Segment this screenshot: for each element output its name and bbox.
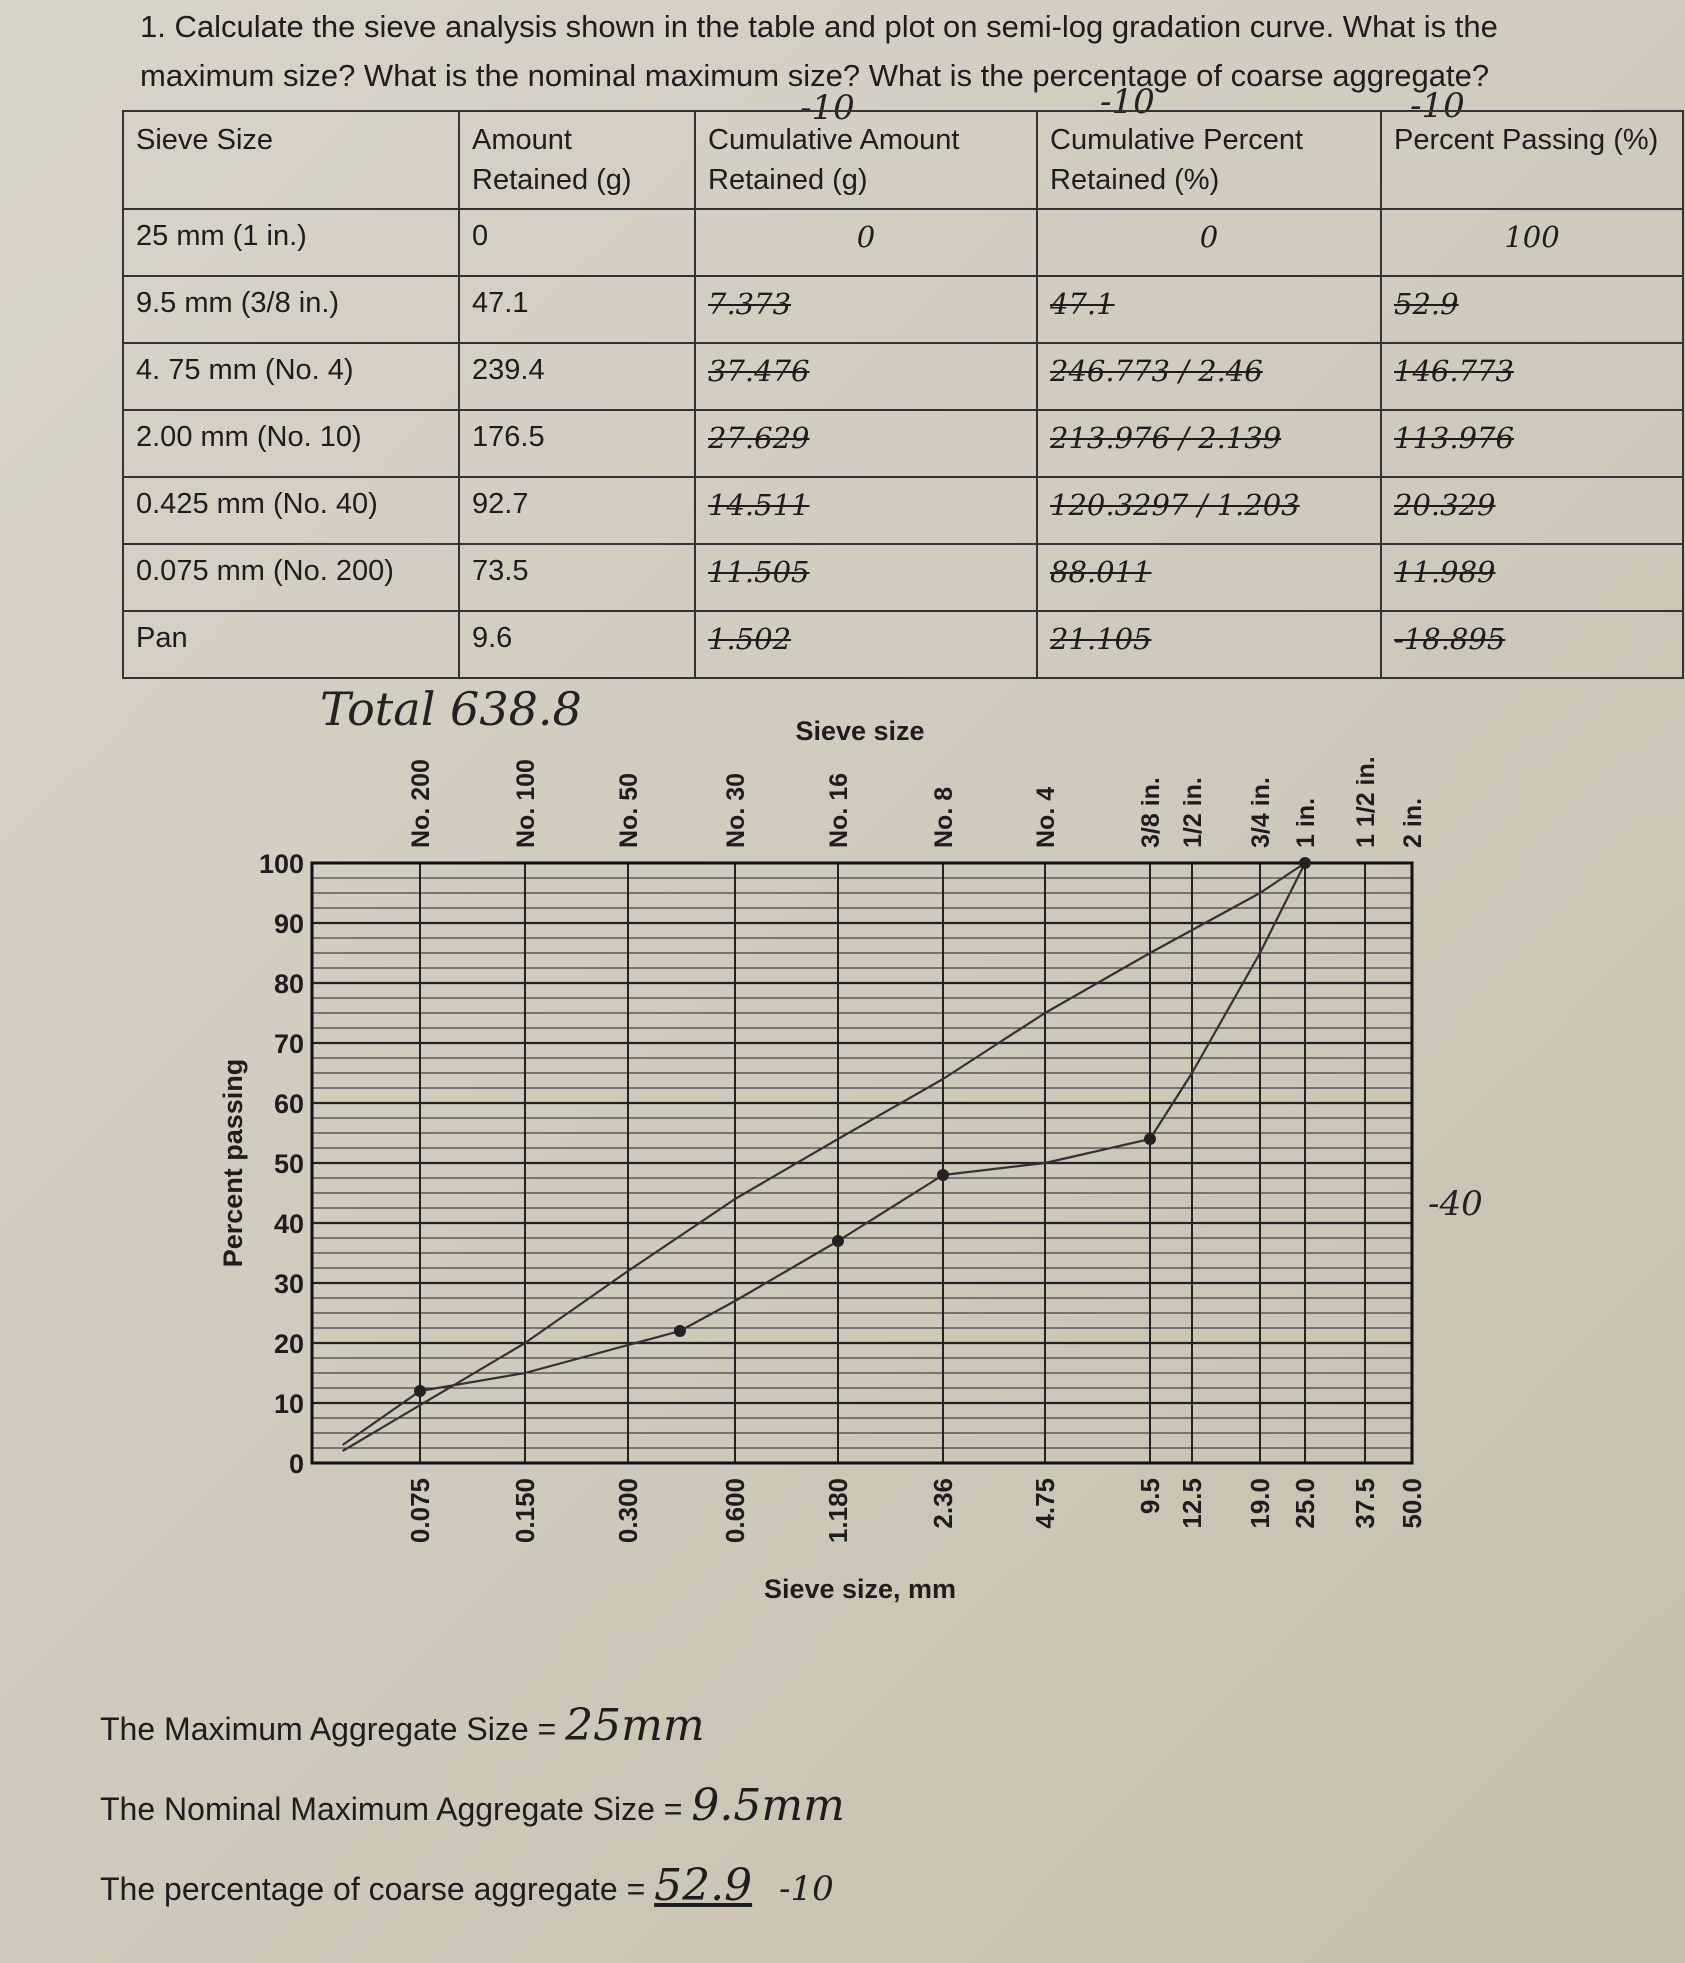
grade-mark-cum-amount: -10 bbox=[800, 88, 855, 128]
y-axis-label: Percent passing bbox=[218, 1058, 248, 1268]
header-sieve-size: Sieve Size bbox=[123, 111, 459, 209]
reference-curve-line bbox=[343, 863, 1305, 1451]
data-point-marker bbox=[937, 1169, 949, 1181]
total-annotation: Total 638.8 bbox=[320, 682, 582, 736]
answer-value: 52.9 bbox=[654, 1860, 753, 1911]
header-cum-percent: Cumulative Percent Retained (%) bbox=[1037, 111, 1381, 209]
cell-cum: 14.511 bbox=[695, 477, 1037, 544]
grade-mark-passing: -10 bbox=[1410, 86, 1465, 126]
x-tick-label: 1.180 bbox=[823, 1478, 853, 1544]
y-tick-label: 90 bbox=[273, 909, 304, 939]
header-amount-retained: Amount Retained (g) bbox=[459, 111, 695, 209]
x-tick-label: 0.300 bbox=[613, 1478, 643, 1544]
cell-cum: 11.505 bbox=[695, 544, 1037, 611]
sieve-table bbox=[122, 110, 1684, 679]
y-tick-label: 40 bbox=[273, 1209, 304, 1239]
cell-passing: 20.329 bbox=[1381, 477, 1683, 544]
table-row bbox=[123, 343, 1683, 410]
x-tick-label: 0.075 bbox=[405, 1478, 435, 1544]
cell-cum-pct: 246.773 / 2.46 bbox=[1037, 343, 1381, 410]
sieve-name-label: No. 8 bbox=[930, 786, 958, 848]
y-tick-label: 20 bbox=[273, 1329, 304, 1359]
sieve-name-label: No. 16 bbox=[825, 772, 853, 848]
answer-value: 9.5mm bbox=[691, 1780, 845, 1831]
sieve-name-label: 2 in. bbox=[1399, 797, 1427, 848]
x-tick-label: 25.0 bbox=[1290, 1478, 1320, 1529]
sieve-name-label: No. 50 bbox=[615, 772, 643, 848]
cell-cum: 1.502 bbox=[695, 611, 1037, 678]
x-tick-label: 19.0 bbox=[1245, 1478, 1275, 1529]
cell-cum-pct: 88.011 bbox=[1037, 544, 1381, 611]
cell-sieve: 0.075 mm (No. 200) bbox=[123, 544, 459, 611]
cell-cum-pct: 120.3297 / 1.203 bbox=[1037, 477, 1381, 544]
sieve-name-label: 3/4 in. bbox=[1247, 777, 1275, 848]
cell-cum-pct: 47.1 bbox=[1037, 276, 1381, 343]
cell-retained: 176.5 bbox=[459, 410, 695, 477]
header-cum-amount: Cumulative Amount Retained (g) bbox=[695, 111, 1037, 209]
cell-sieve: 0.425 mm (No. 40) bbox=[123, 477, 459, 544]
answer-nominal-max-size bbox=[100, 1780, 845, 1831]
cell-retained: 92.7 bbox=[459, 477, 695, 544]
cell-retained: 0 bbox=[459, 209, 695, 276]
y-tick-label: 0 bbox=[288, 1449, 304, 1479]
y-tick-label: 50 bbox=[273, 1149, 304, 1179]
answer-max-size bbox=[100, 1700, 705, 1751]
data-point-marker bbox=[414, 1385, 426, 1397]
cell-cum: 27.629 bbox=[695, 410, 1037, 477]
data-point-marker bbox=[674, 1325, 686, 1337]
cell-sieve: 25 mm (1 in.) bbox=[123, 209, 459, 276]
gradation-chart bbox=[0, 700, 1685, 1620]
table-row bbox=[123, 410, 1683, 477]
cell-retained: 73.5 bbox=[459, 544, 695, 611]
table-row bbox=[123, 209, 1683, 276]
sieve-name-label: No. 4 bbox=[1032, 786, 1060, 848]
x-tick-label: 50.0 bbox=[1397, 1478, 1427, 1529]
cell-passing: -18.895 bbox=[1381, 611, 1683, 678]
question-text: 1. Calculate the sieve analysis shown in the table and plot on semi-log gradation curve. What is the maximum size? What is the nominal maximum size? What is the percentage of coarse aggregate? bbox=[140, 9, 1498, 93]
answer-label: The percentage of coarse aggregate = bbox=[100, 1871, 646, 1907]
sieve-name-label: 3/8 in. bbox=[1137, 777, 1165, 848]
answer-label: The Nominal Maximum Aggregate Size = bbox=[100, 1791, 683, 1827]
cell-passing: 11.989 bbox=[1381, 544, 1683, 611]
answer-value: 25mm bbox=[565, 1700, 705, 1751]
sieve-name-label: No. 100 bbox=[512, 759, 540, 848]
x-tick-label: 37.5 bbox=[1350, 1478, 1380, 1529]
cell-sieve: Pan bbox=[123, 611, 459, 678]
y-tick-label: 70 bbox=[273, 1029, 304, 1059]
sieve-name-label: No. 30 bbox=[722, 772, 750, 848]
table-row bbox=[123, 544, 1683, 611]
sieve-name-label: No. 200 bbox=[407, 759, 435, 848]
data-point-marker bbox=[1299, 857, 1311, 869]
cell-retained: 239.4 bbox=[459, 343, 695, 410]
grade-mark-cum-percent: -10 bbox=[1100, 82, 1155, 122]
cell-cum-pct: 21.105 bbox=[1037, 611, 1381, 678]
x-tick-label: 0.150 bbox=[510, 1478, 540, 1544]
data-point-marker bbox=[832, 1235, 844, 1247]
cell-passing: 113.976 bbox=[1381, 410, 1683, 477]
cell-cum-pct: 213.976 / 2.139 bbox=[1037, 410, 1381, 477]
cell-cum: 37.476 bbox=[695, 343, 1037, 410]
x-tick-label: 2.36 bbox=[928, 1478, 958, 1529]
sieve-name-label: 1/2 in. bbox=[1179, 777, 1207, 848]
table-row bbox=[123, 276, 1683, 343]
cell-sieve: 9.5 mm (3/8 in.) bbox=[123, 276, 459, 343]
x-tick-label: 0.600 bbox=[720, 1478, 750, 1544]
grade-mark-coarse: -10 bbox=[779, 1869, 834, 1909]
header-percent-passing: Percent Passing (%) bbox=[1381, 111, 1683, 209]
cell-passing: 146.773 bbox=[1381, 343, 1683, 410]
y-tick-label: 30 bbox=[273, 1269, 304, 1299]
chart-title: Sieve size bbox=[795, 716, 925, 746]
answer-label: The Maximum Aggregate Size = bbox=[100, 1711, 557, 1747]
sieve-name-label: 1 in. bbox=[1292, 797, 1320, 848]
sieve-name-label: 1 1/2 in. bbox=[1352, 756, 1380, 848]
cell-sieve: 2.00 mm (No. 10) bbox=[123, 410, 459, 477]
cell-cum: 7.373 bbox=[695, 276, 1037, 343]
grade-mark-chart: -40 bbox=[1428, 1184, 1483, 1224]
table-header-row bbox=[123, 111, 1683, 209]
answer-coarse-percent bbox=[100, 1860, 834, 1911]
y-tick-label: 60 bbox=[273, 1089, 304, 1119]
cell-retained: 47.1 bbox=[459, 276, 695, 343]
table-row bbox=[123, 611, 1683, 678]
cell-sieve: 4. 75 mm (No. 4) bbox=[123, 343, 459, 410]
cell-cum-pct: 0 bbox=[1037, 209, 1381, 276]
x-tick-label: 12.5 bbox=[1177, 1478, 1207, 1529]
table-row bbox=[123, 477, 1683, 544]
y-tick-label: 80 bbox=[273, 969, 304, 999]
y-tick-label: 100 bbox=[258, 849, 304, 879]
x-tick-label: 9.5 bbox=[1135, 1478, 1165, 1515]
cell-retained: 9.6 bbox=[459, 611, 695, 678]
cell-cum: 0 bbox=[695, 209, 1037, 276]
x-tick-label: 4.75 bbox=[1030, 1478, 1060, 1529]
cell-passing: 100 bbox=[1381, 209, 1683, 276]
cell-passing: 52.9 bbox=[1381, 276, 1683, 343]
y-tick-label: 10 bbox=[273, 1389, 304, 1419]
x-axis-label: Sieve size, mm bbox=[763, 1574, 957, 1604]
data-point-marker bbox=[1144, 1133, 1156, 1145]
